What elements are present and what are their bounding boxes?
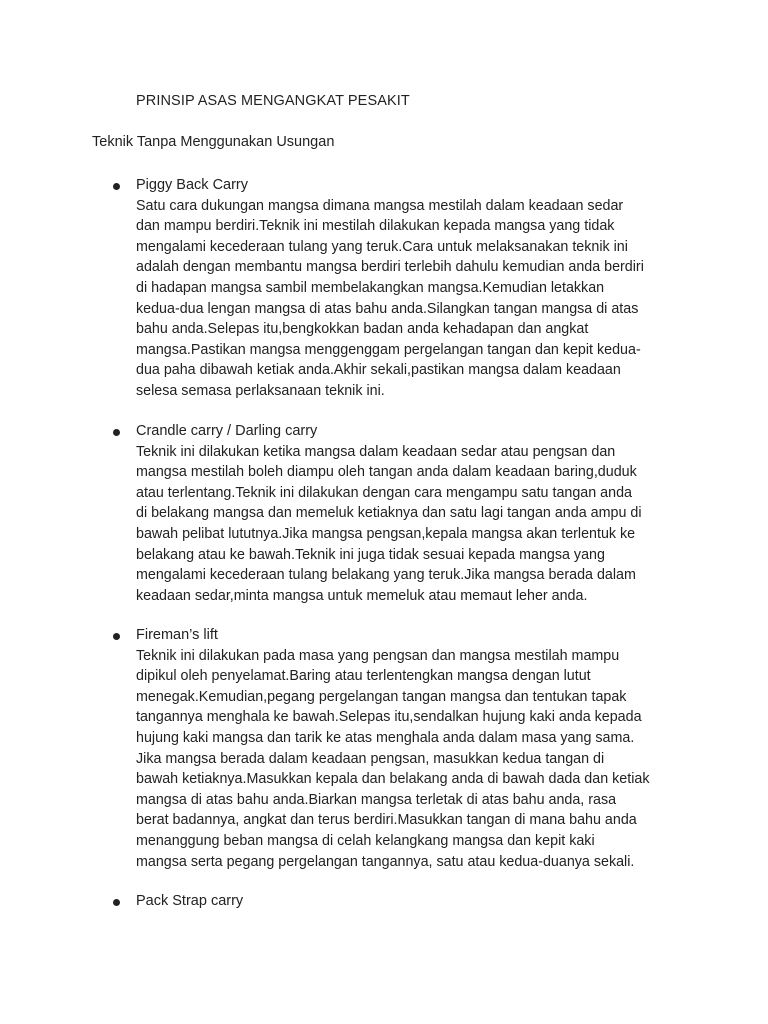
item-text-line: mangsa di atas bahu anda.Biarkan mangsa terletak di atas bahu anda, rasa xyxy=(136,791,617,808)
item-text-line: bahu anda.Selepas itu,bengkokkan badan anda kehadapan dan angkat xyxy=(136,321,589,338)
item-text-line: bawah ketiaknya.Masukkan kepala dan belakang anda di bawah dada dan ketiak xyxy=(136,771,650,788)
item-text-line: mengalami kecederaan tulang belakang yang teruk.Jika mangsa berada dalam xyxy=(136,567,636,584)
document-title: PRINSIP ASAS MENGANGKAT PESAKIT xyxy=(136,93,410,109)
item-text-line: bawah pelibat lututnya.Jika mangsa pengsan,kepala mangsa akan terlentuk ke xyxy=(136,525,636,542)
item-text-line: di belakang mangsa dan memeluk ketiaknya dan satu lagi tangan anda ampu di xyxy=(136,505,642,522)
item-text-line: menanggung beban mangsa di celah kelangkang mangsa dan kepit kaki xyxy=(136,832,595,849)
item-text-line: Jika mangsa berada dalam keadaan pengsan, masukkan kedua tangan di xyxy=(136,750,605,767)
item-text-line: dan mampu berdiri.Teknik ini mestilah dilakukan kepada mangsa yang tidak xyxy=(136,218,615,235)
item-heading: Crandle carry / Darling carry xyxy=(136,423,318,439)
item-text-line: mangsa.Pastikan mangsa menggenggam pergelangan tangan dan kepit kedua- xyxy=(136,341,641,358)
item-text-line: adalah dengan membantu mangsa berdiri terlebih dahulu kemudian anda berdiri xyxy=(136,259,644,276)
item-text-line: mangsa serta pegang pergelangan tangannya, satu atau kedua-duanya sekali. xyxy=(136,853,635,870)
bullet-icon xyxy=(113,429,120,436)
item-heading: Pack Strap carry xyxy=(136,893,244,909)
item-text-line: dipikul oleh penyelamat.Baring atau terlentengkan mangsa dengan lutut xyxy=(136,668,591,685)
item-text-line: di hadapan mangsa sambil membelakangkan mangsa.Kemudian letakkan xyxy=(136,279,605,296)
item-text-line: berat badannya, angkat dan terus berdiri.Masukkan tangan di mana bahu anda xyxy=(136,812,637,829)
item-text-line: Teknik ini dilakukan ketika mangsa dalam keadaan sedar atau pengsan dan xyxy=(136,443,616,460)
section-subtitle: Teknik Tanpa Menggunakan Usungan xyxy=(92,134,335,150)
list-item-firemans-lift xyxy=(136,625,696,872)
item-text-line: hujung kaki mangsa dan tarik ke atas menghala anda dalam masa yang sama. xyxy=(136,729,635,746)
item-text-line: Teknik ini dilakukan pada masa yang pengsan dan mangsa mestilah mampu xyxy=(136,647,620,664)
list-item-pack-strap-carry xyxy=(136,891,696,912)
item-text-line: atau terlentang.Teknik ini dilakukan dengan cara mengampu satu tangan anda xyxy=(136,484,632,501)
bullet-icon xyxy=(113,183,120,190)
item-text-line: menegak.Kemudian,pegang pergelangan tangan mangsa dan tentukan tapak xyxy=(136,688,627,705)
bullet-icon xyxy=(113,899,120,906)
item-text-line: belakang atau ke bawah.Teknik ini juga tidak sesuai kepada mangsa yang xyxy=(136,546,605,563)
bullet-icon xyxy=(113,633,120,640)
item-text-line: selesa semasa perlaksanaan teknik ini. xyxy=(136,382,385,399)
item-heading: Piggy Back Carry xyxy=(136,177,249,193)
list-item-piggy-back-carry xyxy=(136,175,696,402)
item-text-line: mengalami kecederaan tulang yang teruk.Cara untuk melaksanakan teknik ini xyxy=(136,238,628,255)
item-text-line: Satu cara dukungan mangsa dimana mangsa mestilah dalam keadaan sedar xyxy=(136,197,624,214)
item-text-line: kedua-dua lengan mangsa di atas bahu anda.Silangkan tangan mangsa di atas xyxy=(136,300,639,317)
item-text-line: tangannya menghala ke bawah.Selepas itu,sendalkan hujung kaki anda kepada xyxy=(136,709,642,726)
item-text-line: keadaan sedar,minta mangsa untuk memeluk atau memaut leher anda. xyxy=(136,587,588,604)
item-text-line: dua paha dibawah ketiak anda.Akhir sekali,pastikan mangsa dalam keadaan xyxy=(136,362,621,379)
item-heading: Fireman’s lift xyxy=(136,627,218,643)
list-item-crandle-carry xyxy=(136,421,696,606)
item-text-line: mangsa mestilah boleh diampu oleh tangan anda dalam keadaan baring,duduk xyxy=(136,464,637,481)
